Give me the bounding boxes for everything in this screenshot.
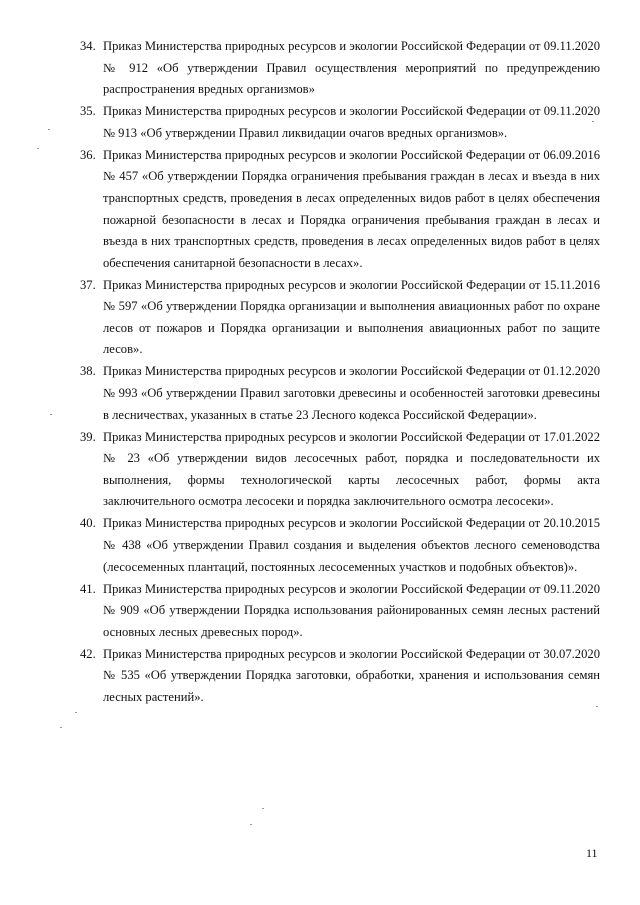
- scan-speck: [262, 808, 264, 809]
- item-number: 35.: [80, 104, 96, 119]
- list-item: [80, 644, 600, 709]
- item-number: 37.: [80, 277, 96, 292]
- list-item: [80, 36, 600, 101]
- list-item: [80, 427, 600, 513]
- item-number: 34.: [80, 39, 96, 53]
- item-text: Приказ Министерства природных ресурсов и экологии Российской Федерации от 01.12.2020 № 993 «Об утверждении Правил заготовки древесины и особенностей заготовки древесины в лесничествах, указанных в статье 23 Лесного кодекса Российской Федерации».: [103, 364, 600, 422]
- item-number: 38.: [80, 364, 96, 379]
- scan-speck: [250, 824, 252, 825]
- list-item: [80, 513, 600, 578]
- list-item: [80, 361, 600, 426]
- scan-speck: [592, 121, 594, 122]
- item-text: Приказ Министерства природных ресурсов и экологии Российской Федерации от 06.09.2016 № 457 «Об утверждении Порядка ограничения пребывания граждан в лесах и въезда в них транспортных средств, проведения в лесах определенных видов работ в целях обеспечения пожарной безопасности в лесах и Порядка ограничения пребывания граждан в лесах и въезда в них транспортных средств, проведения в лесах определенных видов работ в целях обеспечения санитарной безопасности в лесах».: [103, 147, 600, 270]
- scan-speck: [50, 414, 52, 415]
- item-number: 41.: [80, 581, 96, 596]
- scan-speck: [48, 129, 50, 130]
- item-text: Приказ Министерства природных ресурсов и экологии Российской Федерации от 09.11.2020 № 913 «Об утверждении Правил ликвидации очагов вредных организмов».: [103, 104, 600, 140]
- item-number: 36.: [80, 147, 96, 162]
- list-item: [80, 579, 600, 644]
- item-text: Приказ Министерства природных ресурсов и экологии Российской Федерации от 20.10.2015 № 438 «Об утверждении Правил создания и выделения объектов лесного семеноводства (лесосеменных плантаций, постоянных лесосеменных участков и подобных объектов)».: [103, 516, 600, 574]
- list-item: [80, 275, 600, 361]
- item-number: 39.: [80, 429, 96, 444]
- list-item: [80, 145, 600, 275]
- item-text: Приказ Министерства природных ресурсов и экологии Российской Федерации от 09.11.2020 № 909 «Об утверждении Порядка использования районированных семян лесных растений основных лесных древесных пород».: [103, 581, 600, 639]
- scan-speck: [75, 712, 77, 713]
- item-number: 42.: [80, 646, 96, 661]
- scan-speck: [37, 148, 39, 149]
- item-text: Приказ Министерства природных ресурсов и экологии Российской Федерации от 17.01.2022 № 23 «Об утверждении видов лесосечных работ, порядка и последовательности их выполнения, формы технологической карты лесосечных работ, формы акта заключительного осмотра лесосеки и порядка заключительного осмотра лесосеки».: [103, 429, 600, 509]
- item-number: 40.: [80, 516, 96, 531]
- item-text: Приказ Министерства природных ресурсов и экологии Российской Федерации от 09.11.2020 № 912 «Об утверждении Правил осуществления мероприятий по предупреждению распространения вредных организмов»: [103, 39, 600, 97]
- scan-speck: [596, 706, 598, 707]
- order-list: [80, 36, 600, 709]
- list-item: [80, 101, 600, 144]
- scan-speck: [60, 727, 62, 728]
- item-text: Приказ Министерства природных ресурсов и экологии Российской Федерации от 15.11.2016 № 597 «Об утверждении Порядка организации и выполнения авиационных работ по охране лесов от пожаров и Порядка организации и выполнения авиационных работ по защите лесов».: [103, 277, 600, 357]
- item-text: Приказ Министерства природных ресурсов и экологии Российской Федерации от 30.07.2020 № 535 «Об утверждении Порядка заготовки, обработки, хранения и использования семян лесных растений».: [103, 646, 600, 704]
- page-number: 11: [586, 846, 598, 860]
